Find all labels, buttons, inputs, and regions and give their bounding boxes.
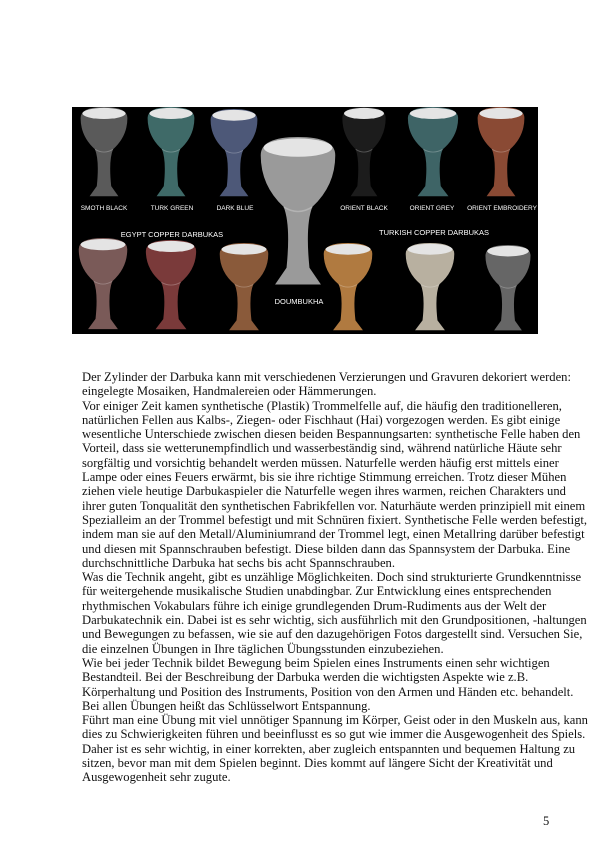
drum-egypt-1 <box>79 238 128 329</box>
text-line: Bestandteil. Bei der Beschreibung der Darbuka werden die wichtigsten Aspekte wie z.B. <box>82 670 529 685</box>
text-line: wesentliche Unterschiede zwischen diesen beiden Bespannungsarten: synthetische Felle haben den <box>82 427 581 442</box>
text-line: sorgfältig und vorsichtig behandelt werden müssen. Naturfelle werden häufig erst mittels einer <box>82 455 559 470</box>
label-orient-embroidery: ORIENT EMBROIDERY <box>467 205 537 212</box>
drum-orient-black <box>342 107 385 196</box>
text-line: natürlichen Fellen aus Kalbs-, Ziegen- oder Fischhaut (Hai) vorgezogen werden. Es gibt einige <box>82 412 561 427</box>
drum-egypt-2 <box>146 240 196 329</box>
text-line: eingelegte Mosaiken, Handmalereien oder Hämmerungen. <box>82 384 377 399</box>
text-line: rhythmischen Vokabulars führe ich einige grundlegenden Drum-Rudiments aus der Welt der <box>82 598 547 613</box>
text-line: Spezialleim an der Trommel befestigt und mit Schnüren fixiert. Synthetische Felle werden befestigt, <box>82 512 588 527</box>
text-line: durchschnittliche Darbuka hat sechs bis acht Spannschrauben. <box>82 555 395 570</box>
drum-turkish-2 <box>406 243 455 330</box>
darbuka-catalog-photo <box>72 107 538 334</box>
label-orient-black: ORIENT BLACK <box>340 205 388 212</box>
text-line: Darbukatechnik ein. Dabei ist es sehr wichtig, sich ausführlich mit den Grundpositionen, -haltungen <box>82 613 587 628</box>
page-number: 5 <box>543 814 550 828</box>
text-line: Was die Technik angeht, gibt es unzählige Möglichkeiten. Doch sind strukturierte Grundkenntnisse <box>82 570 582 585</box>
label-doumbukha: DOUMBUKHA <box>274 297 324 306</box>
drum-smoth-black <box>81 107 128 196</box>
text-line: Lampe oder eines Feuers erwärmt, bis sie ihre richtige Stimmung erreichen. Trotz dieser Mühen <box>82 470 567 485</box>
text-line: Ausgewogenheit sehr zugute. <box>82 770 231 785</box>
label-turk-green: TURK GREEN <box>150 205 194 212</box>
text-line: Vorteil, dass sie wetterunempfindlich und wasserbeständig sind, während natürliche Häute sehr <box>82 441 562 456</box>
text-line: sitzen, bevor man mit dem Spielen beginnt. Dies kommt auf längere Sicht der Kreativität und <box>82 756 553 771</box>
text-line: ihrer guten Tonqualität den synthetischen Fabrikfellen vor. Naturhäute werden prinzipiell mit einem <box>82 498 586 513</box>
text-line: Der Zylinder der Darbuka kann mit verschiedenen Verzierungen und Gravuren dekoriert werden: <box>82 370 571 384</box>
drum-turkish-3 <box>485 245 530 330</box>
text-line: für weitergehende musikalische Studien unabdingbar. Zur Entwicklung eines entsprechenden <box>82 584 552 599</box>
text-line: Daher ist es sehr wichtig, in einer korrekten, aber zugleich entspannten und bequemen Haltung zu <box>82 741 576 756</box>
drum-orient-grey <box>408 107 458 196</box>
label-turkish-copper: TURKISH COPPER DARBUKAS <box>378 228 490 237</box>
text-line: indem man sie auf den Metall/Aluminiumrand der Trommel legt, einen Metallring darüber befestigt <box>82 527 585 542</box>
label-dark-blue: DARK BLUE <box>216 205 254 212</box>
label-smoth-black: SMOTH BLACK <box>80 205 128 212</box>
text-line: ziehen viele heutige Darbukaspieler die Naturfelle wegen ihres warmen, reichen Charakters und <box>82 484 566 499</box>
text-line: Führt man eine Übung mit viel unnötiger Spannung im Körper, Geist oder in den Muskeln aus, kann <box>82 713 588 728</box>
text-line: und Bewegungen zu befassen, wie sie auf den dazugehörigen Fotos dargestellt sind. Versuchen Sie, <box>82 627 583 642</box>
drum-egypt-3 <box>220 243 269 330</box>
text-line: Bei allen Übungen heißt das Schlüsselwort Entspannung. <box>82 698 371 713</box>
drum-orient-embroidery <box>478 107 525 196</box>
text-line: die einzelnen Übungen in Ihre täglichen Übungsstunden einzubeziehen. <box>82 641 444 656</box>
body-text <box>82 370 588 785</box>
text-line: und diesen mit Spannschrauben befestigt. Diese bilden dann das Spannsystem der Darbuka. Eine <box>82 541 571 556</box>
drum-doumbukha <box>261 137 336 284</box>
label-egypt-copper: EGYPT COPPER DARBUKAS <box>120 230 224 239</box>
text-line: Vor einiger Zeit kamen synthetische (Plastik) Trommelfelle auf, die häufig den traditionelleren, <box>82 398 562 413</box>
text-line: Körperhaltung und Position des Instruments, Position von den Armen und Händen etc. behandelt. <box>82 684 574 699</box>
text-line: Wie bei jeder Technik bildet Bewegung beim Spielen eines Instruments einen sehr wichtigen <box>82 655 550 670</box>
drum-turk-green <box>148 107 195 196</box>
text-line: dies zu Schwierigkeiten führen und beeinflusst es so gut wie immer die Ausgewogenheit des Spiels. <box>82 727 586 742</box>
drum-dark-blue <box>211 109 258 196</box>
drum-turkish-1 <box>324 243 373 330</box>
label-orient-grey: ORIENT GREY <box>409 205 455 212</box>
